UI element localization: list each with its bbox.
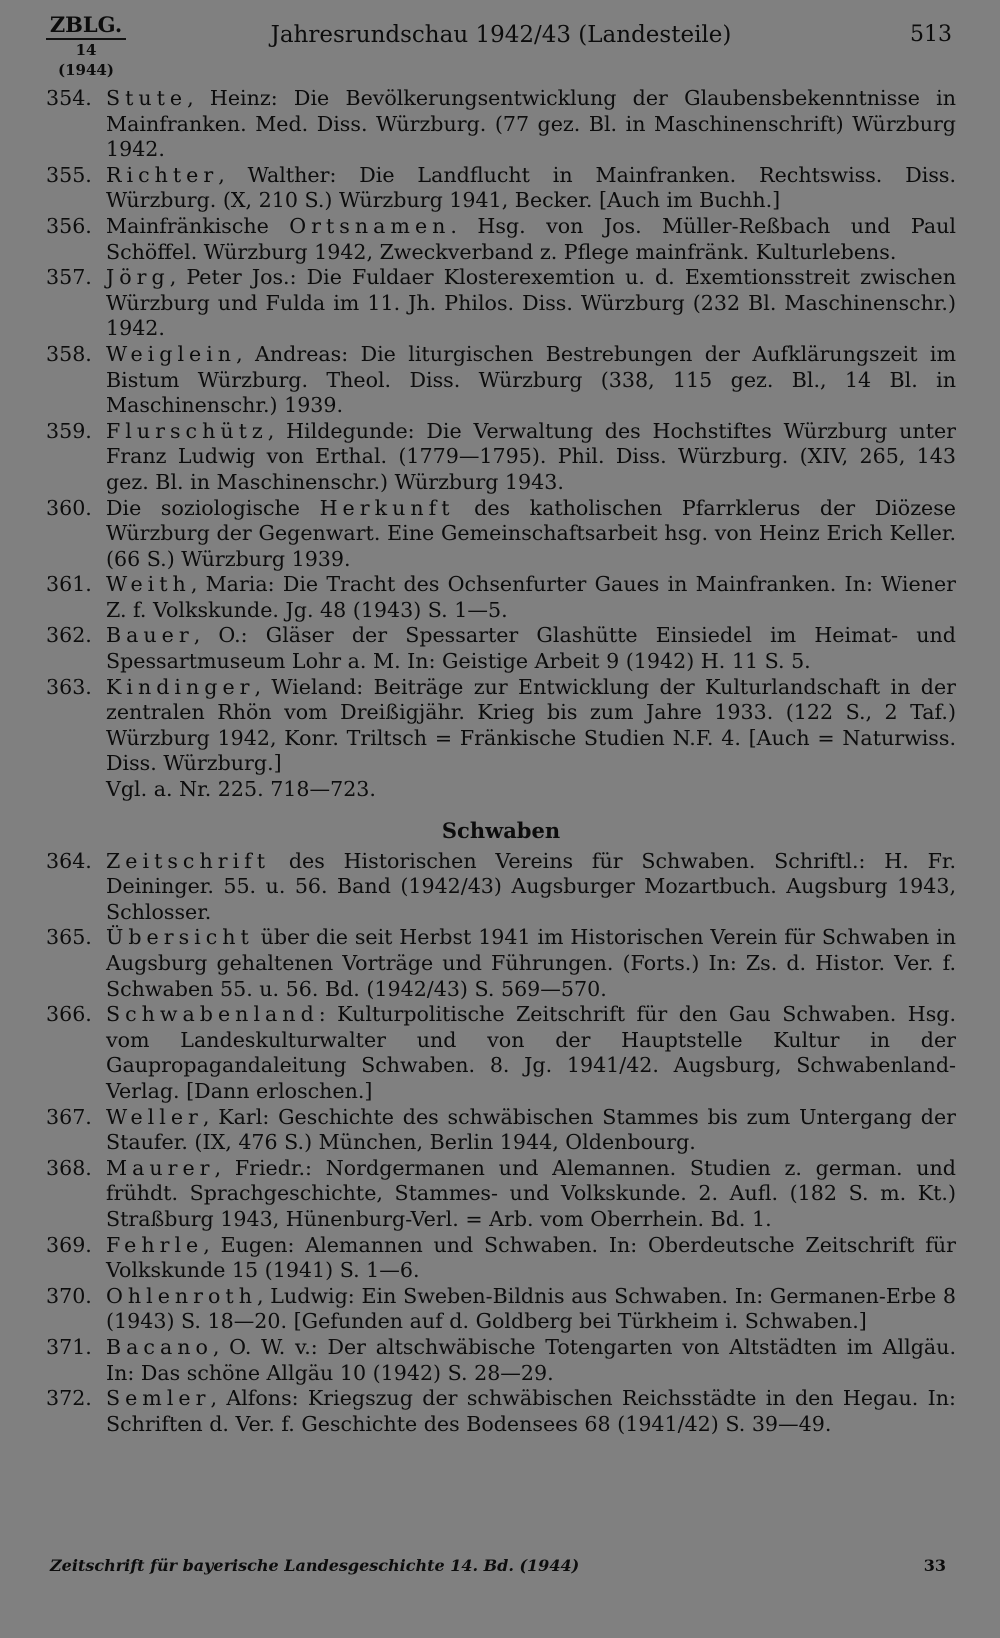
entry-keyword: Maurer <box>106 1155 215 1180</box>
list-item <box>46 265 956 342</box>
entry-text: , Friedr.: Nordgermanen und Alemannen. Studien z. german. und frühdt. Sprachgeschichte, Stammes- und Volkskunde. 2. Aufl. (182 S. m. Kt.) Straßburg 1943, Hünenburg-Verl. = Arb. vom Oberrhein. Bd. 1. <box>106 1155 956 1231</box>
entry-keyword: Stute <box>106 86 188 110</box>
list-item <box>46 1233 956 1284</box>
journal-volume: 14 (1944) <box>46 38 126 80</box>
entry-number: 368. <box>46 1155 92 1180</box>
entry-number: 370. <box>46 1283 92 1308</box>
entry-keyword: Ortsnamen <box>289 213 451 238</box>
list-item <box>46 496 956 573</box>
entry-text: , Ludwig: Ein Sweben-Bildnis aus Schwaben. In: Germanen-Erbe 8 (1943) S. 18—20. [Gefunden auf d. Goldberg bei Türkheim i. Schwaben.] <box>106 1283 956 1334</box>
section-heading: Schwaben <box>441 817 561 843</box>
page-footer <box>46 1556 956 1582</box>
list-item <box>46 86 956 163</box>
entry-text: , O.: Gläser der Spessarter Glashütte Einsiedel im Heimat- und Spessartmuseum Lohr a. M. In: Geistige Arbeit 9 (1942) H. 11 S. 5. <box>106 623 956 674</box>
entry-number: 371. <box>46 1334 92 1359</box>
entry-text: , Heinz: Die Bevölkerungsentwicklung der Glaubensbekenntnisse in Mainfranken. Med. Diss. Würzburg. (77 gez. Bl. in Maschinenschrift) Würzburg 1942. <box>106 86 956 162</box>
entry-keyword: Weiglein <box>106 341 237 366</box>
entry-number: 354. <box>46 86 92 110</box>
entry-keyword: Weith <box>106 572 191 597</box>
entry-keyword: Richter <box>106 162 219 187</box>
entry-list-mainfranken <box>46 86 956 777</box>
entry-text: , Alfons: Kriegszug der schwäbischen Reichsstädte in den Hegau. In: Schriften d. Ver. f. Geschichte des Bodensees 68 (1941/42) S. 39—49. <box>106 1386 956 1436</box>
entry-number: 356. <box>46 213 92 238</box>
entry-number: 364. <box>46 848 92 873</box>
entry-keyword: Herkunft <box>319 495 455 520</box>
entry-number: 361. <box>46 572 92 597</box>
entry-number: 359. <box>46 418 92 443</box>
see-also-note <box>46 777 956 803</box>
entry-keyword: Fehrle <box>106 1232 204 1257</box>
list-item <box>46 214 956 265</box>
entry-number: 357. <box>46 265 92 290</box>
entry-number: 355. <box>46 162 92 187</box>
entry-keyword: Bacano <box>106 1334 213 1359</box>
entry-text: , Wieland: Beiträge zur Entwicklung der Kulturlandschaft in der zentralen Rhön vom Dreißigjähr. Krieg bis zum Jahre 1933. (122 S., 2 Taf.) Würzburg 1942, Konr. Triltsch = Fränkische Studien N.F. 4. [Auch = Naturwiss. Diss. Würzburg.] <box>106 674 956 776</box>
bibliography-body <box>46 86 956 1437</box>
list-item <box>46 163 956 214</box>
entry-lead: Mainfränkische <box>106 213 290 238</box>
footer-sheet-number: 33 <box>923 1556 946 1575</box>
list-item <box>46 1105 956 1156</box>
entry-text: , Maria: Die Tracht des Ochsenfurter Gaues in Mainfranken. In: Wiener Z. f. Volkskunde. Jg. 48 (1943) S. 1—5. <box>106 572 956 622</box>
entry-text: über die seit Herbst 1941 im Historischen Verein für Schwaben in Augsburg gehaltenen Vorträge und Führungen. (Forts.) In: Zs. d. Histor. Ver. f. Schwaben 55. u. 56. Bd. (1942/43) S. 569—570. <box>106 925 956 1001</box>
list-item <box>46 572 956 623</box>
entry-keyword: Zeitschrift <box>106 848 271 873</box>
entry-number: 366. <box>46 1002 92 1027</box>
running-title: Jahresrundschau 1942/43 (Landesteile) <box>270 22 732 48</box>
list-item <box>46 419 956 496</box>
list-item <box>46 623 956 674</box>
entry-lead: Die soziologische <box>106 495 320 520</box>
entry-number: 363. <box>46 674 92 699</box>
entry-text: : Kulturpolitische Zeitschrift für den Gau Schwaben. Hsg. vom Landeskulturwalter und von der Hauptstelle Kultur in der Gaupropagandaleitung Schwaben. 8. Jg. 1941/42. Augsburg, Schwabenland-Verlag. [Dann erloschen.] <box>106 1002 956 1103</box>
list-item <box>46 1284 956 1335</box>
footer-journal: Zeitschrift für bayerische Landesgeschichte 14. Bd. (1944) <box>50 1556 580 1575</box>
list-item <box>46 1002 956 1104</box>
list-item <box>46 675 956 777</box>
entry-number: 360. <box>46 495 92 520</box>
entry-keyword: Übersicht <box>106 925 254 950</box>
see-also-text: Vgl. a. Nr. 225. 718—723. <box>106 777 376 802</box>
entry-number: 362. <box>46 623 92 648</box>
list-item <box>46 1335 956 1386</box>
entry-text: , Eugen: Alemannen und Schwaben. In: Oberdeutsche Zeitschrift für Volkskunde 15 (1941) S. 1—6. <box>106 1232 956 1283</box>
list-item <box>46 925 956 1002</box>
entry-text: . Hsg. von Jos. Müller-Reßbach und Paul Schöffel. Würzburg 1942, Zweckverband z. Pflege mainfränk. Kulturlebens. <box>106 213 956 264</box>
page-number: 513 <box>910 22 952 47</box>
entry-text: des katholischen Pfarrklerus der Diözese Würzburg der Gegenwart. Eine Gemeinschaftsarbeit hsg. von Heinz Erich Keller. (66 S.) Würzburg 1939. <box>106 495 956 571</box>
entry-keyword: Weller <box>106 1104 203 1129</box>
entry-number: 372. <box>46 1386 92 1411</box>
list-item <box>46 849 956 926</box>
entry-text: , Andreas: Die liturgischen Bestrebungen der Aufklärungszeit im Bistum Würzburg. Theol. Diss. Würzburg (338, 115 gez. Bl., 14 Bl. in Maschinenschr.) 1939. <box>106 341 956 418</box>
entry-keyword: Kindinger <box>106 674 255 699</box>
entry-keyword: Jörg <box>106 265 170 290</box>
entry-keyword: Semler <box>106 1386 211 1411</box>
entry-number: 367. <box>46 1104 92 1129</box>
entry-number: 358. <box>46 341 92 366</box>
entry-number: 365. <box>46 925 92 950</box>
entry-keyword: Schwabenland <box>106 1002 319 1027</box>
entry-text: , Peter Jos.: Die Fuldaer Klosterexemtion u. d. Exemtionsstreit zwischen Würzburg und Fulda im 11. Jh. Philos. Diss. Würzburg (232 Bl. Maschinenschr.) 1942. <box>106 265 956 341</box>
list-item <box>46 342 956 419</box>
entry-keyword: Ohlenroth <box>106 1283 257 1308</box>
entry-text: , O. W. v.: Der altschwäbische Totengarten von Altstädten im Allgäu. In: Das schöne Allgäu 10 (1942) S. 28—29. <box>106 1334 956 1385</box>
entry-text: , Hildegunde: Die Verwaltung des Hochstiftes Würzburg unter Franz Ludwig von Erthal. (1779—1795). Phil. Diss. Würzburg. (XIV, 265, 143 gez. Bl. in Maschinenschr.) Würzburg 1943. <box>106 418 956 494</box>
entry-text: , Karl: Geschichte des schwäbischen Stammes bis zum Untergang der Staufer. (IX, 476 S.) München, Berlin 1944, Oldenbourg. <box>106 1104 956 1155</box>
page-header <box>46 12 956 79</box>
entry-number: 369. <box>46 1232 92 1257</box>
journal-abbreviation: ZBLG. <box>49 12 123 37</box>
entry-keyword: Bauer <box>106 623 194 648</box>
list-item <box>46 1386 956 1437</box>
entry-text: , Walther: Die Landflucht in Mainfranken. Rechtswiss. Diss. Würzburg. (X, 210 S.) Würzburg 1941, Becker. [Auch im Buchh.] <box>106 162 956 213</box>
entry-text: des Historischen Vereins für Schwaben. Schriftl.: H. Fr. Deininger. 55. u. 56. Band (1942/43) Augsburger Mozartbuch. Augsburg 1943, Schlosser. <box>106 848 956 924</box>
entry-list-schwaben <box>46 849 956 1438</box>
list-item <box>46 1156 956 1233</box>
entry-keyword: Flurschütz <box>106 418 268 443</box>
